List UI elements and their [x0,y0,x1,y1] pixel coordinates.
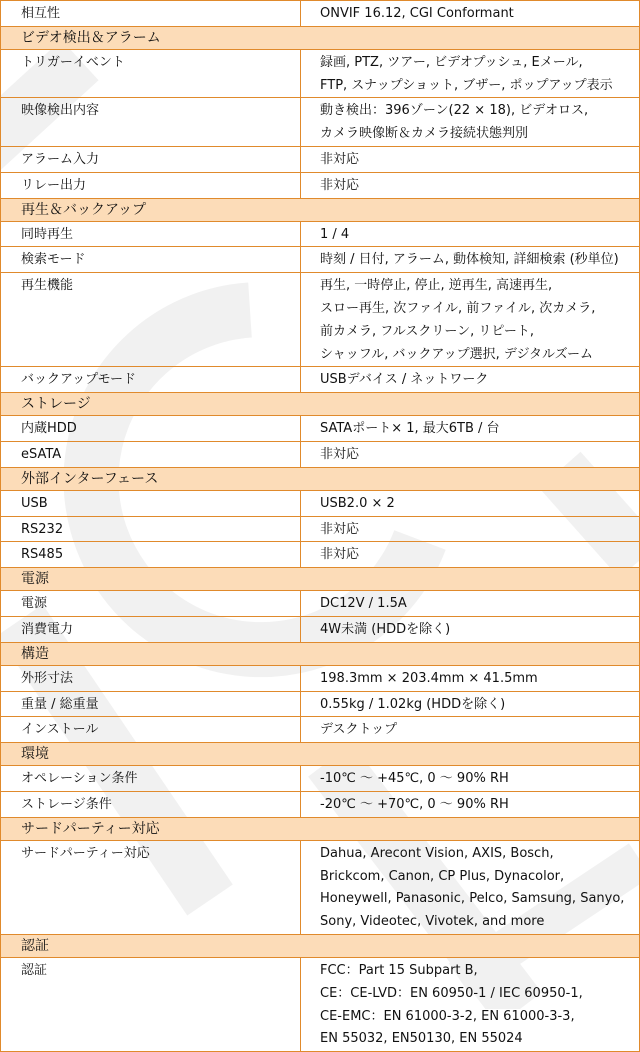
spec-value-line: -10℃ ～ +45℃, 0 ～ 90% RH [320,771,509,787]
spec-value-line: シャッフル, バックアップ選択, デジタルズーム [320,346,594,362]
spec-label [1,791,301,817]
spec-value-line: Honeywell, Panasonic, Pelco, Samsung, Sanyo, [320,891,625,907]
spec-value [301,691,640,717]
spec-label [1,221,301,247]
spec-label [1,665,301,691]
spec-label-text: 再生機能 [21,278,74,294]
spec-label-text: 重量 / 総重量 [21,696,99,712]
spec-value-line: 前カメラ, フルスクリーン, リピート, [320,323,534,339]
spec-value [301,840,640,934]
spec-row [1,1,640,27]
spec-label-text: 同時再生 [21,226,74,242]
spec-label-text: 内蔵HDD [21,421,77,437]
spec-label [1,717,301,743]
spec-label-text: USB [21,495,48,511]
spec-label-text: インストール [21,722,99,738]
section-title: 外部インターフェース [1,467,640,490]
spec-row [1,247,640,273]
spec-label-text: リレー出力 [21,177,87,193]
spec-row [1,717,640,743]
spec-label [1,416,301,442]
spec-label-text: 映像検出内容 [21,103,100,119]
spec-row [1,516,640,542]
spec-value-line: デスクトップ [320,722,398,738]
spec-value [301,542,640,568]
spec-value-line: EN 55032, EN50130, EN 55024 [320,1031,523,1047]
spec-value [301,516,640,542]
spec-value [301,221,640,247]
spec-label [1,98,301,147]
spec-row [1,665,640,691]
spec-label [1,49,301,98]
spec-label-text: トリガーイベント [21,54,125,70]
spec-row [1,840,640,934]
spec-value-line: ONVIF 16.12, CGI Conformant [320,6,514,21]
spec-value-line: 非対応 [320,446,360,462]
spec-label [1,691,301,717]
spec-value-line: 4W未満 (HDDを除く) [320,621,451,637]
spec-label [1,591,301,617]
spec-value [301,172,640,198]
spec-label [1,172,301,198]
spec-value [301,1,640,27]
spec-value [301,367,640,393]
section-title: ビデオ検出＆アラーム [1,26,640,49]
spec-value-line: USBデバイス / ネットワーク [320,372,489,388]
spec-row [1,273,640,367]
section-header [1,743,640,766]
spec-value-line: SATAポート× 1, 最大6TB / 台 [320,421,500,437]
spec-label-text: 相互性 [21,6,61,21]
spec-label [1,516,301,542]
spec-value-line: CE：CE-LVD：EN 60950-1 / IEC 60950-1, [320,985,583,1001]
spec-value-line: CE-EMC：EN 61000-3-2, EN 61000-3-3, [320,1008,575,1024]
spec-value-line: FTP, スナップショット, ブザー, ポップアップ表示 [320,77,613,93]
spec-row [1,98,640,147]
spec-value [301,441,640,467]
spec-value-line: 動き検出：396ゾーン(22 × 18), ビデオロス, [320,103,589,119]
spec-label [1,146,301,172]
spec-value [301,957,640,1051]
spec-value-line: 再生, 一時停止, 停止, 逆再生, 高速再生, [320,278,553,294]
spec-row [1,490,640,516]
spec-label-text: オペレーション条件 [21,771,138,787]
spec-label [1,490,301,516]
spec-value [301,490,640,516]
spec-value [301,766,640,792]
spec-value-line: 非対応 [320,521,360,537]
spec-value [301,616,640,642]
spec-label-text: RS485 [21,547,64,563]
section-title: 構造 [1,642,640,665]
spec-row [1,367,640,393]
spec-label-text: アラーム入力 [21,151,100,167]
spec-value-line: スロー再生, 次ファイル, 前ファイル, 次カメラ, [320,300,596,316]
spec-row [1,416,640,442]
spec-label [1,1,301,27]
section-header [1,467,640,490]
spec-label [1,957,301,1051]
spec-value-line: 録画, PTZ, ツアー, ビデオプッシュ, Eメール, [320,54,583,70]
spec-label [1,542,301,568]
section-header [1,817,640,840]
spec-value-line: カメラ映像断＆カメラ接続状態判別 [320,126,529,142]
spec-value-line: 0.55kg / 1.02kg (HDDを除く) [320,696,506,712]
spec-row [1,146,640,172]
section-title: サードパーティー対応 [1,817,640,840]
section-title: 認証 [1,934,640,957]
spec-value-line: -20℃ ～ +70℃, 0 ～ 90% RH [320,796,509,812]
spec-value-line: DC12V / 1.5A [320,596,407,612]
spec-label-text: 検索モード [21,252,86,268]
spec-row [1,616,640,642]
spec-label [1,441,301,467]
spec-row [1,49,640,98]
spec-value-line: FCC：Part 15 Subpart B, [320,962,478,978]
spec-label [1,273,301,367]
spec-label [1,616,301,642]
spec-row [1,221,640,247]
spec-value [301,791,640,817]
section-header [1,568,640,591]
spec-value [301,49,640,98]
spec-row [1,172,640,198]
spec-value-line: 198.3mm × 203.4mm × 41.5mm [320,670,538,686]
spec-value-line: 非対応 [320,151,360,167]
spec-value [301,717,640,743]
spec-value-line: 時刻 / 日付, アラーム, 動体検知, 詳細検索 (秒単位) [320,252,619,268]
spec-label-text: 外形寸法 [21,670,74,686]
spec-value-line: 非対応 [320,177,360,193]
spec-value-line: Sony, Videotec, Vivotek, and more [320,914,545,930]
spec-row [1,591,640,617]
section-header [1,642,640,665]
spec-row [1,957,640,1051]
spec-label [1,766,301,792]
spec-value [301,665,640,691]
spec-label [1,247,301,273]
spec-value-line: Brickcom, Canon, CP Plus, Dynacolor, [320,868,565,884]
spec-value [301,273,640,367]
section-header [1,26,640,49]
spec-row [1,542,640,568]
spec-row [1,766,640,792]
spec-label-text: 電源 [21,596,48,612]
spec-value-line: USB2.0 × 2 [320,495,395,511]
spec-label-text: サードパーティー対応 [21,845,150,861]
spec-value-line: Dahua, Arecont Vision, AXIS, Bosch, [320,845,554,861]
spec-label [1,840,301,934]
spec-row [1,791,640,817]
section-header [1,393,640,416]
spec-value-line: 1 / 4 [320,226,350,242]
section-header [1,934,640,957]
section-title: 再生＆バックアップ [1,198,640,221]
spec-label-text: RS232 [21,521,64,537]
spec-value [301,146,640,172]
spec-label-text: eSATA [21,446,62,462]
spec-value [301,247,640,273]
section-header [1,198,640,221]
spec-row [1,691,640,717]
section-title: ストレージ [1,393,640,416]
spec-label-text: バックアップモード [21,372,137,388]
spec-label [1,367,301,393]
spec-row [1,441,640,467]
spec-value [301,416,640,442]
section-title: 電源 [1,568,640,591]
spec-label-text: 認証 [21,962,48,978]
spec-value [301,591,640,617]
spec-value-line: 非対応 [320,547,360,563]
spec-label-text: ストレージ条件 [21,796,112,812]
spec-value [301,98,640,147]
spec-label-text: 消費電力 [21,621,74,637]
section-title: 環境 [1,743,640,766]
